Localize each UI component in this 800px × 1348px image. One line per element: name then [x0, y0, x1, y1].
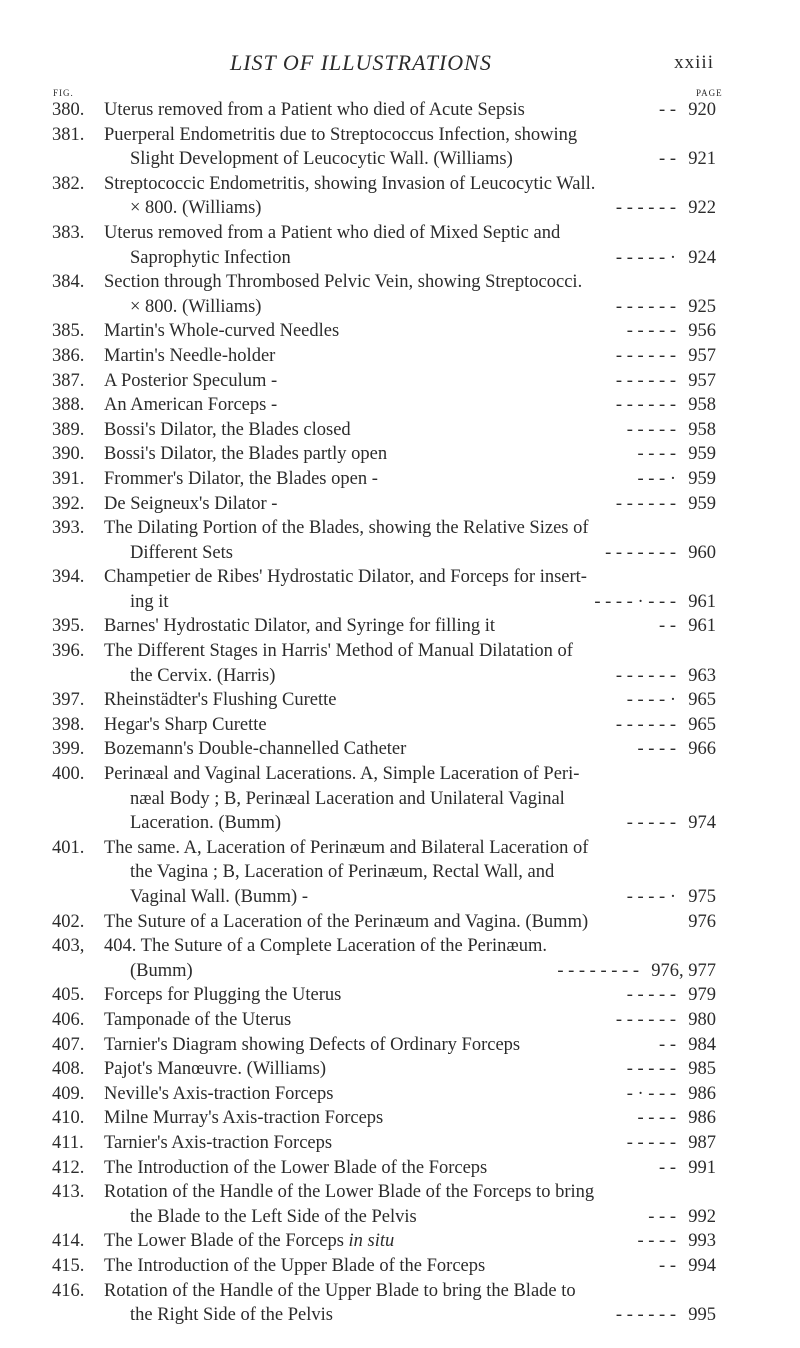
list-item	[0, 639, 800, 688]
list-item	[0, 98, 800, 123]
entry-line	[0, 565, 800, 590]
page-reference: 991	[688, 1157, 716, 1178]
list-item	[0, 688, 800, 713]
list-item	[0, 983, 800, 1008]
figure-number: 409.	[52, 1083, 85, 1104]
page-reference: 985	[688, 1059, 716, 1080]
entry-caption: Milne Murray's Axis-traction Forceps	[104, 1108, 384, 1129]
list-item	[0, 418, 800, 443]
entry-caption: A Posterior Speculum -	[104, 370, 278, 391]
page-reference: 925	[688, 296, 716, 317]
dot-leader: - - - - - - - -	[557, 960, 639, 981]
entry-line	[0, 811, 800, 836]
entry-caption: The Introduction of the Lower Blade of the Forceps	[104, 1157, 488, 1178]
page-reference: 963	[688, 665, 716, 686]
list-item	[0, 123, 800, 172]
entry-caption: the Cervix. (Harris)	[130, 665, 276, 686]
dot-leader: - - - -	[637, 444, 676, 465]
page-reference: 922	[688, 198, 716, 219]
entry-caption: The same. A, Laceration of Perinæum and Bilateral Laceration of	[104, 837, 589, 858]
list-item	[0, 1033, 800, 1058]
entry-caption: Tarnier's Diagram showing Defects of Ordinary Forceps	[104, 1034, 521, 1055]
entry-caption: × 800. (Williams)	[130, 198, 262, 219]
page-reference: 974	[688, 813, 716, 834]
entry-caption: The Dilating Portion of the Blades, showing the Relative Sizes of	[104, 518, 589, 539]
figure-number: 396.	[52, 641, 85, 662]
entry-line	[0, 885, 800, 910]
entry-line	[0, 1131, 800, 1156]
list-item	[0, 565, 800, 614]
page-reference: 966	[688, 739, 716, 760]
entry-caption: The Different Stages in Harris' Method of Manual Dilatation of	[104, 641, 573, 662]
entry-caption: Hegar's Sharp Curette	[104, 714, 267, 735]
figure-number: 386.	[52, 345, 85, 366]
entry-caption: Different Sets	[130, 542, 233, 563]
entry-caption: × 800. (Williams)	[130, 296, 262, 317]
page-reference: 957	[688, 345, 716, 366]
list-item	[0, 1279, 800, 1328]
figure-number: 385.	[52, 321, 85, 342]
entry-line	[0, 688, 800, 713]
page-reference: 920	[688, 100, 716, 120]
dot-leader: - - - - - -	[615, 1009, 676, 1030]
list-item	[0, 319, 800, 344]
figure-number: 416.	[52, 1280, 85, 1301]
entry-line	[0, 614, 800, 639]
entry-caption: Tamponade of the Uterus	[104, 1009, 292, 1030]
page-title: LIST OF ILLUSTRATIONS	[230, 50, 492, 75]
figure-number: 384.	[52, 272, 85, 293]
figure-number: 405.	[52, 985, 85, 1006]
entry-line	[0, 344, 800, 369]
entry-line	[0, 467, 800, 492]
entry-caption: An American Forceps -	[104, 395, 278, 416]
list-item	[0, 1254, 800, 1279]
page-reference: 979	[688, 985, 716, 1006]
dot-leader: - - - - -	[626, 1059, 676, 1080]
entry-caption: Pajot's Manœuvre. (Williams)	[104, 1059, 326, 1080]
entry-line	[0, 123, 800, 148]
dot-leader: - - - - - -	[615, 1305, 676, 1326]
page-reference: 975	[688, 887, 716, 907]
page-reference: 976	[688, 911, 716, 932]
page-reference: 959	[688, 444, 716, 465]
page-reference: 957	[688, 370, 716, 391]
figure-number: 382.	[52, 173, 85, 194]
entry-line	[0, 1205, 800, 1230]
entry-line	[0, 737, 800, 762]
dot-leader: - - - - ·	[626, 887, 676, 907]
entry-line	[0, 1180, 800, 1205]
figure-number: 412.	[52, 1157, 85, 1178]
entry-line	[0, 959, 800, 984]
page-reference: 924	[688, 247, 716, 268]
figure-number: 403,	[52, 936, 85, 957]
list-item	[0, 1156, 800, 1181]
page-reference: 987	[688, 1132, 716, 1153]
figure-number: 414.	[52, 1231, 85, 1252]
page-reference: 965	[688, 714, 716, 735]
figure-number: 395.	[52, 616, 85, 637]
entry-caption: Perinæal and Vaginal Lacerations. A, Simple Laceration of Peri-	[104, 764, 580, 785]
entry-caption: Neville's Axis-traction Forceps	[104, 1083, 334, 1104]
entry-line	[0, 1106, 800, 1131]
entry-line	[0, 639, 800, 664]
dot-leader: - - - - -	[626, 419, 676, 440]
entry-line	[0, 172, 800, 197]
figure-number: 387.	[52, 370, 85, 391]
figure-number: 411.	[52, 1132, 84, 1153]
list-item	[0, 1008, 800, 1033]
entry-line	[0, 590, 800, 615]
entry-line	[0, 98, 800, 123]
dot-leader: - - - -	[637, 739, 676, 760]
entry-line	[0, 1303, 800, 1328]
figure-number: 388.	[52, 395, 85, 416]
figure-number: 381.	[52, 124, 85, 145]
entry-line	[0, 983, 800, 1008]
list-item	[0, 737, 800, 762]
entry-caption: Bossi's Dilator, the Blades partly open	[104, 444, 388, 465]
list-item	[0, 467, 800, 492]
list-item	[0, 442, 800, 467]
dot-leader: - - - - - -	[615, 296, 676, 317]
page-reference: 986	[688, 1083, 716, 1104]
dot-leader: - - - - - ·	[615, 247, 676, 268]
list-item	[0, 836, 800, 910]
entry-line	[0, 221, 800, 246]
list-item	[0, 369, 800, 394]
entry-caption: De Seigneux's Dilator -	[104, 493, 278, 514]
list-item	[0, 934, 800, 983]
figure-number: 398.	[52, 714, 85, 735]
page-reference: 958	[688, 419, 716, 440]
page-column-label: PAGE	[696, 88, 723, 98]
entry-caption: Vaginal Wall. (Bumm) -	[130, 887, 308, 907]
page-reference: 980	[688, 1009, 716, 1030]
figure-number: 407.	[52, 1034, 85, 1055]
figure-number: 391.	[52, 468, 85, 489]
entry-line	[0, 713, 800, 738]
page-reference: 995	[688, 1305, 716, 1326]
figure-number: 380.	[52, 100, 85, 120]
entry-line	[0, 1082, 800, 1107]
entry-line	[0, 934, 800, 959]
entry-line	[0, 369, 800, 394]
page-reference: 993	[688, 1231, 716, 1252]
list-item	[0, 393, 800, 418]
dot-leader: - - - ·	[637, 468, 676, 489]
entry-line	[0, 196, 800, 221]
entry-caption: the Right Side of the Pelvis	[130, 1305, 333, 1326]
entry-caption: Rotation of the Handle of the Upper Blade to bring the Blade to	[104, 1280, 576, 1301]
entry-line	[0, 1156, 800, 1181]
figure-number: 389.	[52, 419, 85, 440]
list-item	[0, 1082, 800, 1107]
entry-line	[0, 492, 800, 517]
dot-leader: - - - - - -	[615, 665, 676, 686]
entry-caption: Frommer's Dilator, the Blades open -	[104, 468, 378, 489]
entry-line	[0, 1279, 800, 1304]
dot-leader: - -	[659, 100, 676, 120]
entry-caption: Martin's Whole-curved Needles	[104, 321, 340, 342]
figure-number: 400.	[52, 764, 85, 785]
entry-caption: næal Body ; B, Perinæal Laceration and Unilateral Vaginal	[130, 788, 565, 809]
page-reference: 958	[688, 395, 716, 416]
figure-number: 401.	[52, 837, 85, 858]
page-reference: 960	[688, 542, 716, 563]
dot-leader: - - - -	[637, 1108, 676, 1129]
page-reference: 959	[688, 493, 716, 514]
figure-number: 394.	[52, 567, 85, 588]
list-item	[0, 1180, 800, 1229]
entry-line	[0, 1057, 800, 1082]
entry-line	[0, 1008, 800, 1033]
entry-caption: Rheinstädter's Flushing Curette	[104, 690, 337, 711]
entry-line	[0, 860, 800, 885]
page-reference: 956	[688, 321, 716, 342]
page-reference: 986	[688, 1108, 716, 1129]
page-reference: 984	[688, 1034, 716, 1055]
entry-caption: the Blade to the Left Side of the Pelvis	[130, 1206, 417, 1227]
figure-number: 415.	[52, 1255, 85, 1276]
dot-leader: - - - - - - -	[605, 542, 676, 563]
entry-line	[0, 541, 800, 566]
entry-line	[0, 319, 800, 344]
page-reference: 961	[688, 591, 716, 612]
entry-caption: Tarnier's Axis-traction Forceps	[104, 1132, 333, 1153]
entry-caption: Rotation of the Handle of the Lower Blade of the Forceps to bring	[104, 1182, 595, 1203]
page-reference: 994	[688, 1255, 716, 1276]
entry-caption: Bozemann's Double-channelled Catheter	[104, 739, 407, 760]
list-item	[0, 221, 800, 270]
figure-number: 413.	[52, 1182, 85, 1203]
running-header	[0, 50, 800, 80]
list-item	[0, 1229, 800, 1254]
illustration-list	[0, 98, 800, 1328]
dot-leader: - - - - -	[626, 321, 676, 342]
dot-leader: - - - - ·	[626, 690, 676, 711]
dot-leader: - -	[659, 1255, 676, 1276]
dot-leader: - - - - · - - -	[594, 591, 676, 612]
list-item	[0, 270, 800, 319]
figure-number: 408.	[52, 1059, 85, 1080]
entry-caption: The Introduction of the Upper Blade of the Forceps	[104, 1255, 486, 1276]
page-reference: 976, 977	[651, 960, 716, 981]
page-number: xxiii	[674, 52, 714, 73]
entry-caption: Laceration. (Bumm)	[130, 813, 282, 834]
entry-caption: Section through Thrombosed Pelvic Vein, showing Streptococci.	[104, 272, 583, 293]
figure-number: 397.	[52, 690, 85, 711]
figure-number: 390.	[52, 444, 85, 465]
list-item	[0, 344, 800, 369]
entry-caption: The Suture of a Laceration of the Perinæum and Vagina. (Bumm)	[104, 911, 589, 932]
page-reference: 959	[688, 468, 716, 489]
dot-leader: - - - - - -	[615, 714, 676, 735]
entry-line	[0, 442, 800, 467]
entry-caption: Barnes' Hydrostatic Dilator, and Syringe for filling it	[104, 616, 496, 637]
entry-line	[0, 910, 800, 935]
dot-leader: - - - - -	[626, 985, 676, 1006]
page-reference: 961	[688, 616, 716, 637]
entry-caption: Streptococcic Endometritis, showing Invasion of Leucocytic Wall.	[104, 173, 596, 194]
entry-caption: (Bumm)	[130, 960, 193, 981]
entry-line	[0, 664, 800, 689]
entry-line	[0, 787, 800, 812]
dot-leader: - -	[659, 1034, 676, 1055]
figure-number: 410.	[52, 1108, 85, 1129]
entry-line	[0, 516, 800, 541]
dot-leader: - -	[659, 149, 676, 170]
entry-caption: Forceps for Plugging the Uterus	[104, 985, 342, 1006]
list-item	[0, 492, 800, 517]
dot-leader: - -	[659, 1157, 676, 1178]
dot-leader: - - - - -	[626, 813, 676, 834]
list-item	[0, 1131, 800, 1156]
entry-caption: Uterus removed from a Patient who died of Acute Sepsis	[104, 100, 525, 120]
entry-line	[0, 147, 800, 172]
entry-caption: Uterus removed from a Patient who died of Mixed Septic and	[104, 222, 561, 243]
figure-number: 406.	[52, 1009, 85, 1030]
dot-leader: - - - - - -	[615, 493, 676, 514]
entry-caption: Puerperal Endometritis due to Streptococcus Infection, showing	[104, 124, 578, 145]
entry-caption: The Lower Blade of the Forceps in situ	[104, 1231, 395, 1252]
entry-caption: Martin's Needle-holder	[104, 345, 276, 366]
dot-leader: - - - - - -	[615, 198, 676, 219]
figure-number: 399.	[52, 739, 85, 760]
dot-leader: - - - - - -	[615, 395, 676, 416]
entry-line	[0, 836, 800, 861]
entry-caption: Champetier de Ribes' Hydrostatic Dilator, and Forceps for insert-	[104, 567, 587, 588]
dot-leader: - · - - -	[626, 1083, 676, 1104]
entry-caption: ing it	[130, 591, 169, 612]
figure-number: 383.	[52, 222, 85, 243]
fig-column-label: FIG.	[53, 88, 74, 98]
list-item	[0, 910, 800, 935]
entry-line	[0, 1254, 800, 1279]
list-item	[0, 614, 800, 639]
list-item	[0, 172, 800, 221]
entry-caption: the Vagina ; B, Laceration of Perinæum, Rectal Wall, and	[130, 862, 555, 883]
page-reference: 921	[688, 149, 716, 170]
list-item	[0, 762, 800, 836]
entry-line	[0, 1033, 800, 1058]
figure-number: 393.	[52, 518, 85, 539]
page-reference: 965	[688, 690, 716, 711]
dot-leader: - - - -	[637, 1231, 676, 1252]
entry-line	[0, 270, 800, 295]
entry-line	[0, 418, 800, 443]
entry-caption: Bossi's Dilator, the Blades closed	[104, 419, 351, 440]
page-reference: 992	[688, 1206, 716, 1227]
entry-line	[0, 246, 800, 271]
entry-caption: 404. The Suture of a Complete Laceration of the Perinæum.	[104, 936, 548, 957]
entry-caption: Slight Development of Leucocytic Wall. (Williams)	[130, 149, 513, 170]
list-item	[0, 1057, 800, 1082]
entry-caption: Saprophytic Infection	[130, 247, 291, 268]
dot-leader: - - -	[648, 1206, 676, 1227]
list-item	[0, 713, 800, 738]
entry-line	[0, 295, 800, 320]
figure-number: 402.	[52, 911, 85, 932]
dot-leader: - - - - - -	[615, 370, 676, 391]
list-item	[0, 1106, 800, 1131]
dot-leader: - -	[659, 616, 676, 637]
dot-leader: - - - - -	[626, 1132, 676, 1153]
entry-line	[0, 393, 800, 418]
figure-number: 392.	[52, 493, 85, 514]
list-item	[0, 516, 800, 565]
dot-leader: - - - - - -	[615, 345, 676, 366]
entry-line	[0, 1229, 800, 1254]
entry-line	[0, 762, 800, 787]
